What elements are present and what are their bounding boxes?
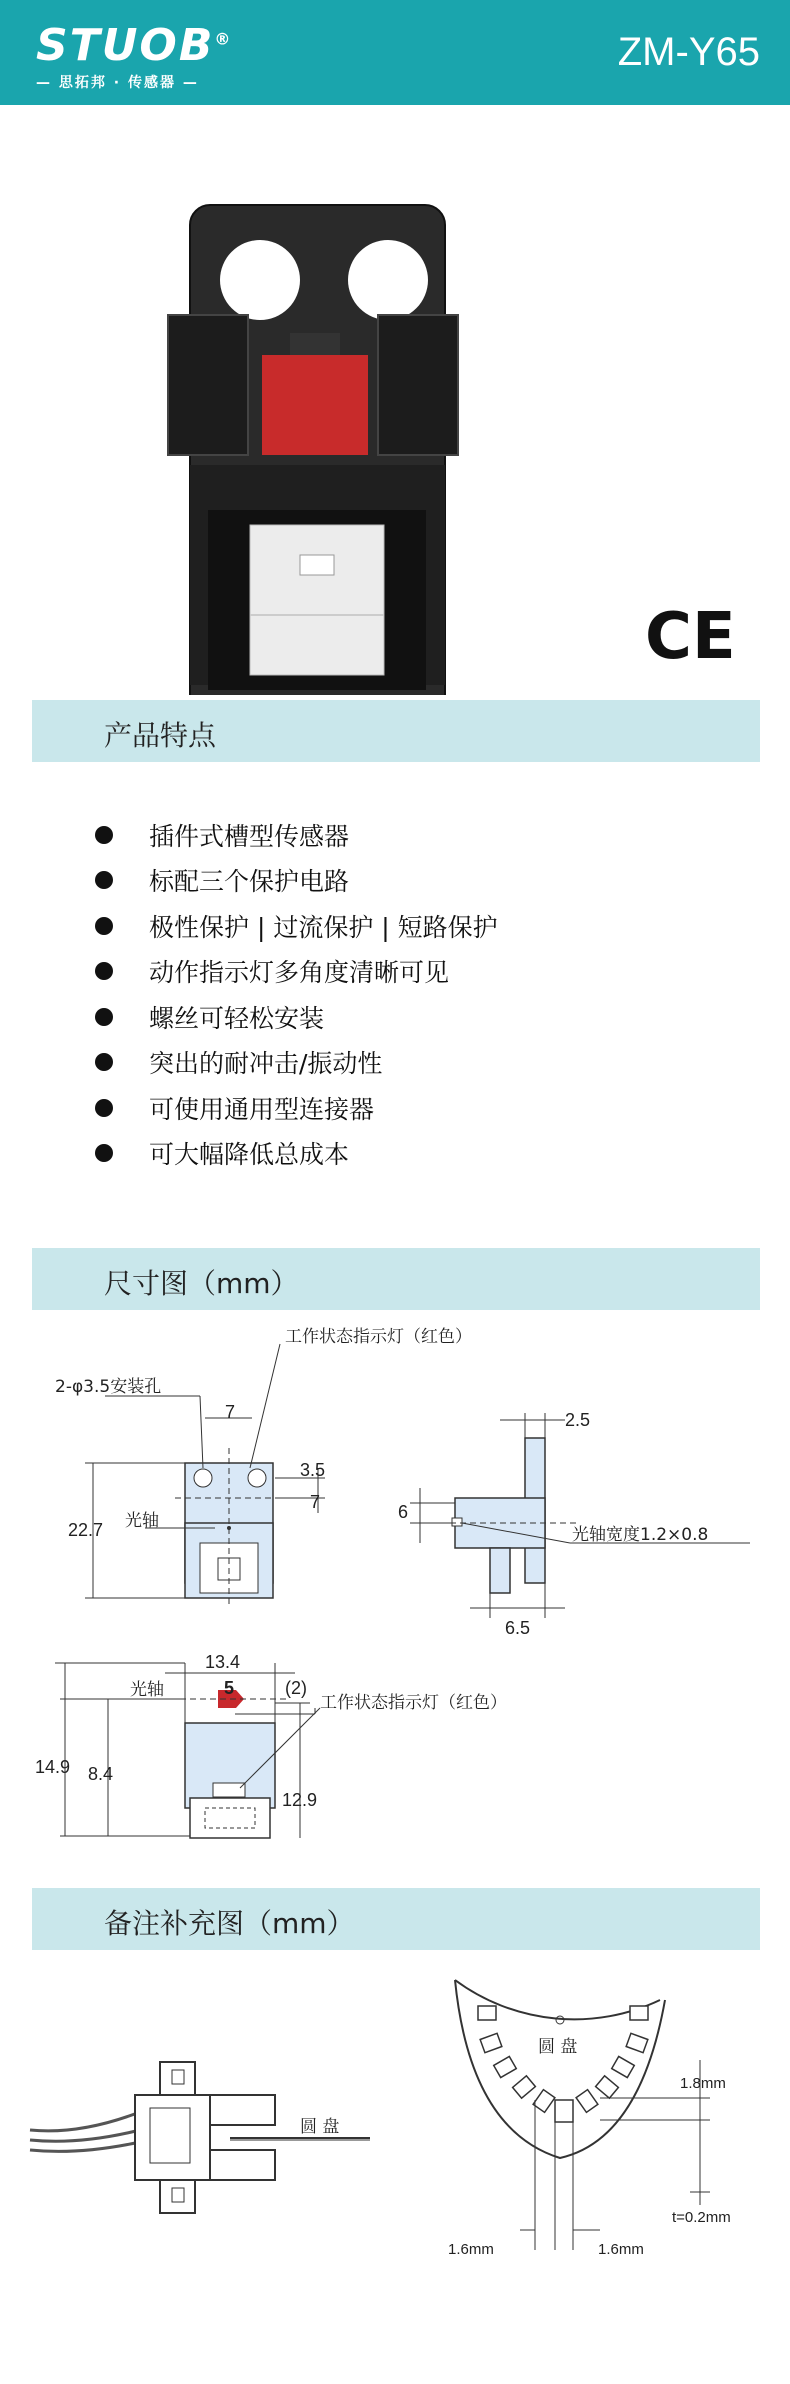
indicator-label-2: 工作状态指示灯（红色） — [320, 1693, 507, 1713]
axis-width-label: 光轴宽度1.2×0.8 — [572, 1525, 709, 1545]
feature-item: 螺丝可轻松安装 — [95, 994, 498, 1040]
features-section-header — [32, 700, 760, 762]
dim-6: 6 — [398, 1502, 409, 1522]
bullet-icon — [95, 1008, 113, 1026]
dim-1-6mm-b: 1.6mm — [598, 2241, 644, 2258]
dim-2-5: 2.5 — [565, 1410, 591, 1430]
feature-item: 可大幅降低总成本 — [95, 1131, 498, 1177]
dim-6-5: 6.5 — [505, 1618, 531, 1638]
bullet-icon — [95, 1099, 113, 1117]
dim-7a: 7 — [225, 1402, 236, 1422]
feature-item: 动作指示灯多角度清晰可见 — [95, 949, 498, 995]
notes-drawing — [0, 1960, 790, 2280]
dim-12-9: 12.9 — [282, 1790, 318, 1810]
brand-logo: STUOB® — [36, 20, 233, 71]
disc-label-2: 圆 盘 — [538, 2037, 578, 2057]
feature-item: 标配三个保护电路 — [95, 858, 498, 904]
feature-item: 极性保护 | 过流保护 | 短路保护 — [95, 903, 498, 949]
dim-22-7: 22.7 — [68, 1520, 104, 1540]
dimension-drawing — [0, 1318, 790, 1878]
top-banner — [0, 0, 790, 105]
dim-7b: 7 — [310, 1492, 321, 1512]
indicator-label: 工作状态指示灯（红色） — [285, 1327, 472, 1347]
dim-13-4: 13.4 — [205, 1652, 241, 1672]
bullet-icon — [95, 962, 113, 980]
section-title: 产品特点 — [104, 719, 217, 752]
feature-item: 可使用通用型连接器 — [95, 1085, 498, 1131]
dim-t-0-2mm: t=0.2mm — [672, 2209, 731, 2226]
disc-label: 圆 盘 — [300, 2117, 340, 2137]
dim-1-8mm: 1.8mm — [680, 2075, 726, 2092]
dim-14-9: 14.9 — [35, 1757, 71, 1777]
brand-subtitle: — 思拓邦 · 传感器 — — [36, 75, 199, 91]
axis-label: 光轴 — [125, 1511, 159, 1531]
holes-label: 2-φ3.5安装孔 — [55, 1377, 162, 1397]
section-title: 备注补充图（mm） — [104, 1907, 355, 1940]
dim-8-4: 8.4 — [88, 1764, 114, 1784]
axis-label-2: 光轴 — [130, 1680, 164, 1700]
dim-5: 5 — [224, 1678, 235, 1698]
feature-list — [95, 812, 498, 1176]
bullet-icon — [95, 871, 113, 889]
bullet-icon — [95, 1053, 113, 1071]
dim-2: (2) — [285, 1678, 307, 1698]
ce-mark: CE — [645, 600, 736, 674]
bullet-icon — [95, 826, 113, 844]
notes-section-header — [32, 1888, 760, 1950]
section-title: 尺寸图（mm） — [104, 1267, 299, 1300]
dim-1-6mm-a: 1.6mm — [448, 2241, 494, 2258]
bullet-icon — [95, 917, 113, 935]
model-number: ZM-Y65 — [617, 30, 760, 74]
feature-item: 突出的耐冲击/振动性 — [95, 1040, 498, 1086]
dimension-section-header — [32, 1248, 760, 1310]
bullet-icon — [95, 1144, 113, 1162]
feature-item: 插件式槽型传感器 — [95, 812, 498, 858]
dim-3-5: 3.5 — [300, 1460, 326, 1480]
